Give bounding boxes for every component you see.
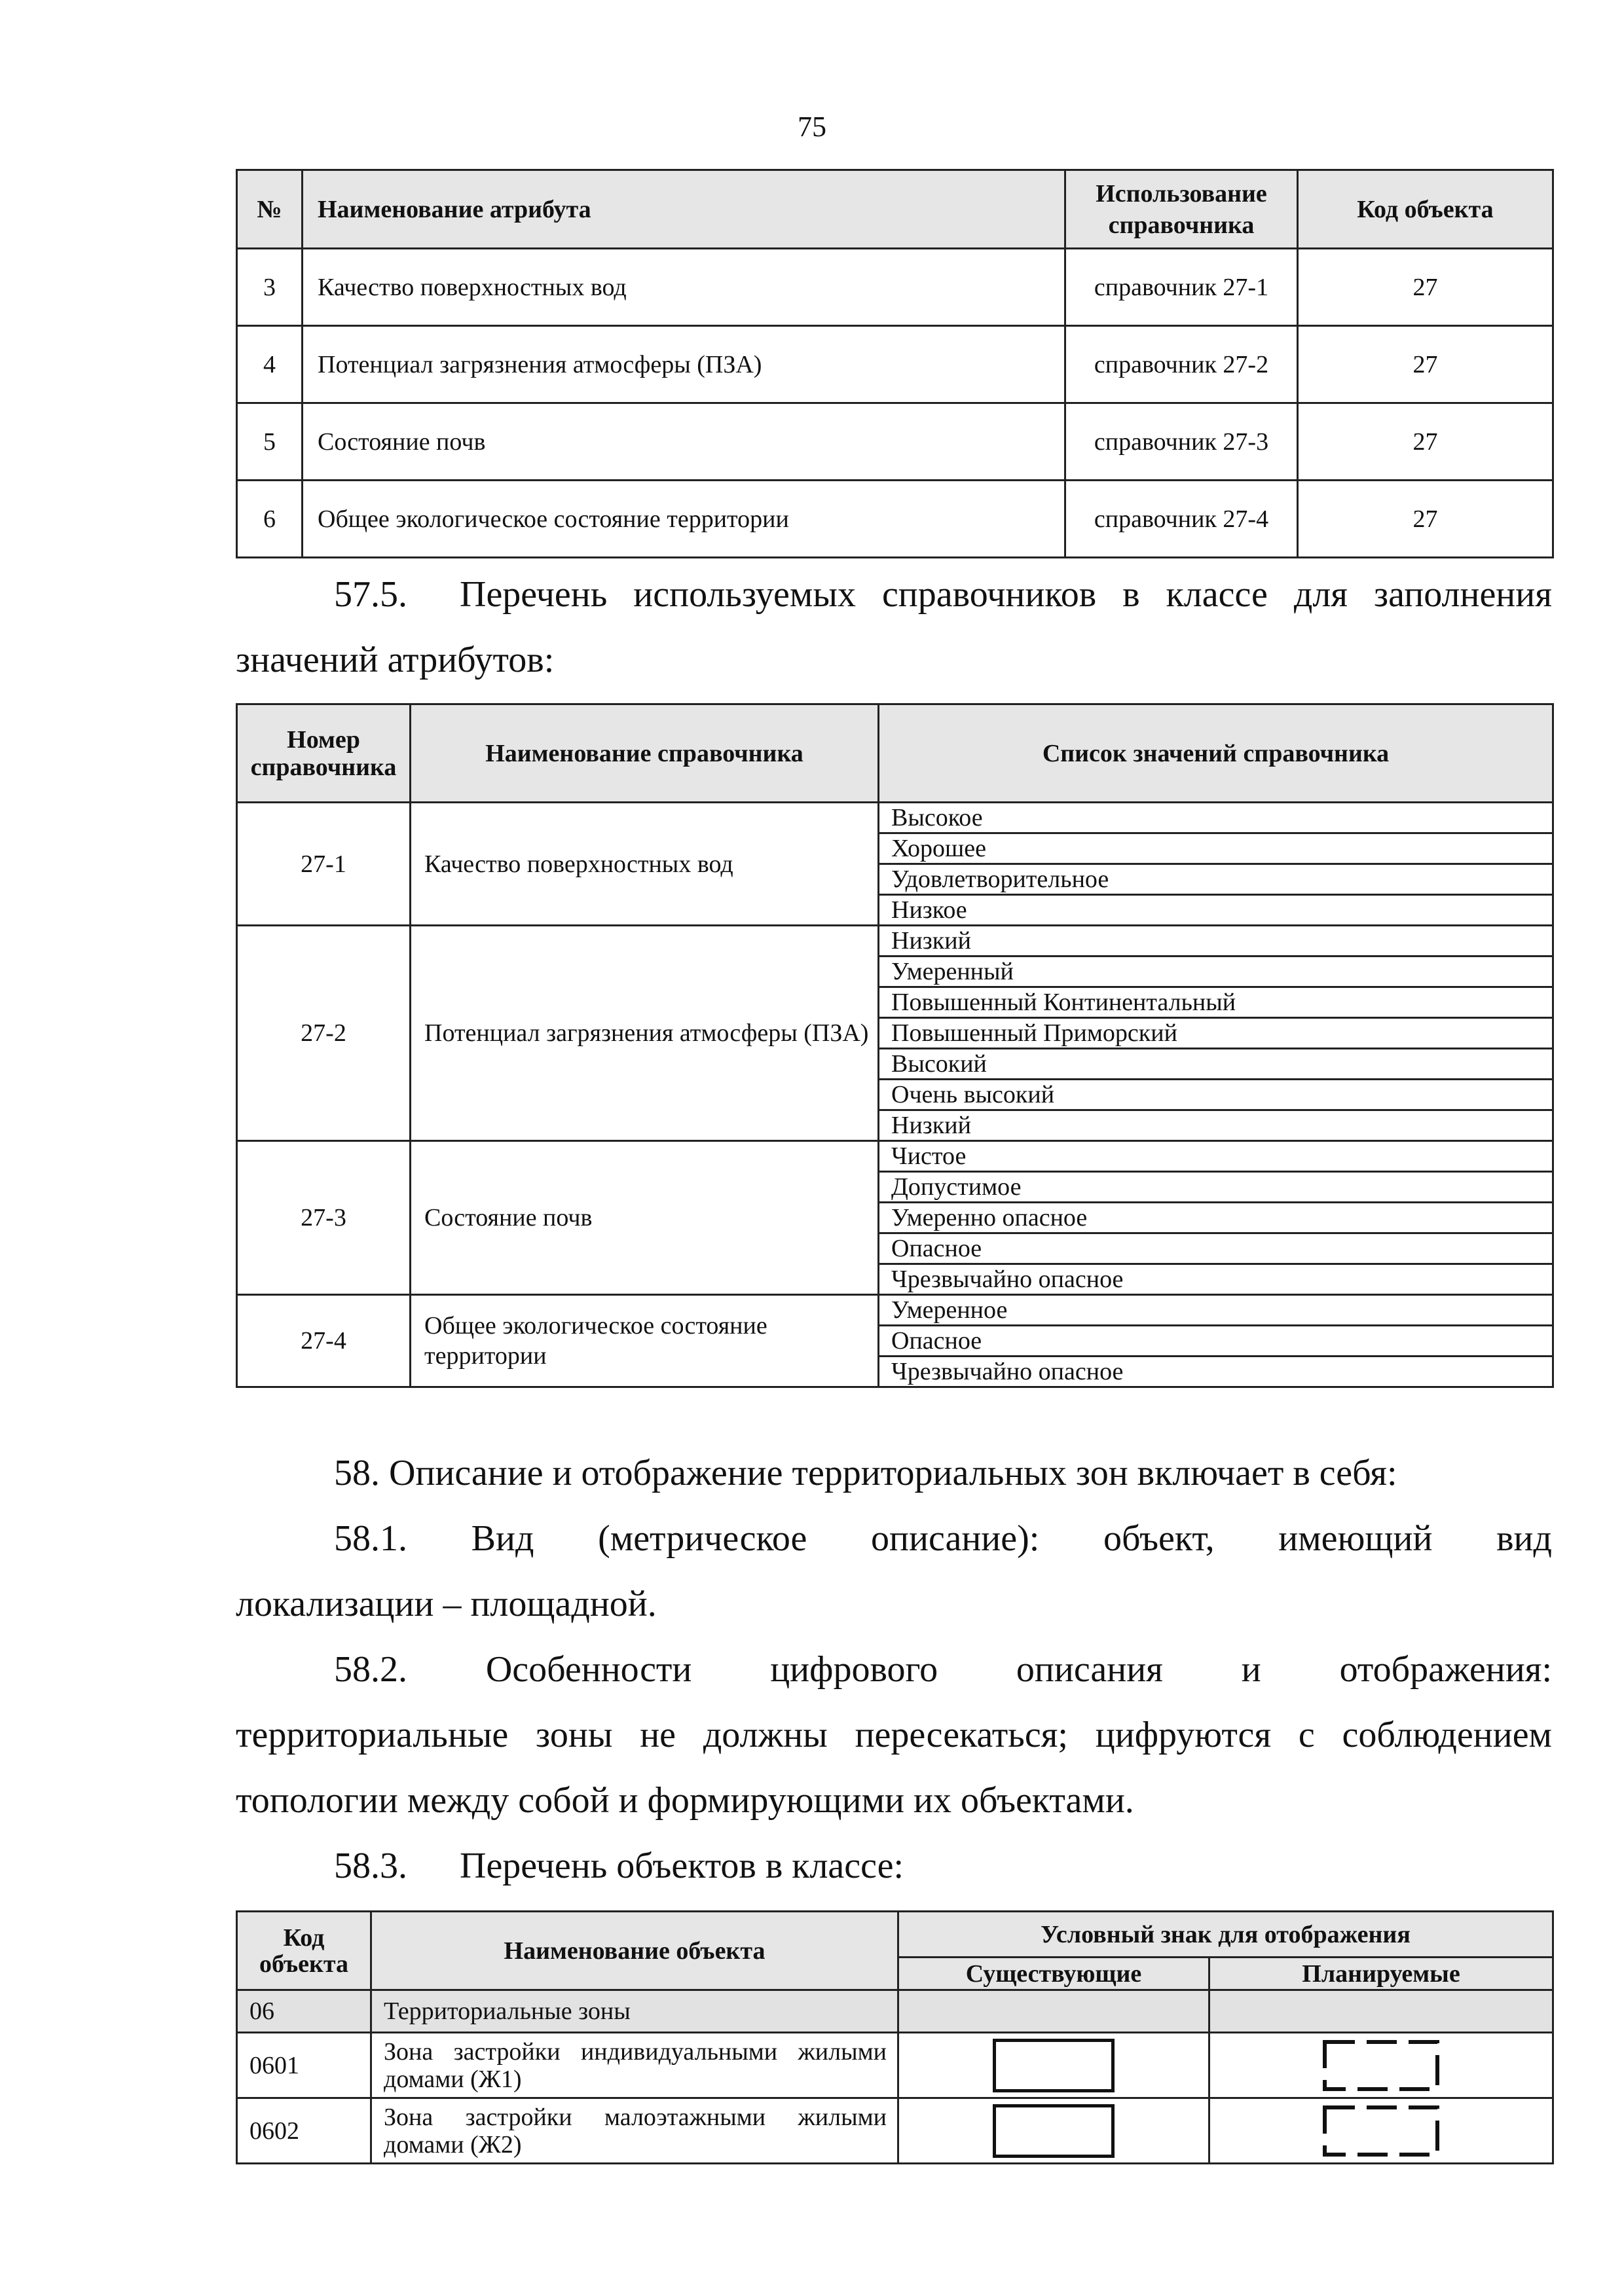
reference-value: Высокий — [879, 1049, 1553, 1080]
paragraph-58-1-line2: локализации – площадной. — [236, 1584, 657, 1624]
reference-number: 27-4 — [237, 1295, 411, 1387]
reference-value: Умеренно опасное — [879, 1203, 1553, 1233]
header-display-symbol: Условный знак для отображения — [898, 1912, 1553, 1958]
attributes-table-header — [237, 170, 1553, 249]
row-code: 27 — [1298, 249, 1553, 326]
planned-symbol-cell — [1209, 2033, 1553, 2098]
table-row — [237, 803, 1553, 833]
header-reference-values: Список значений справочника — [879, 704, 1553, 803]
table-row — [237, 403, 1553, 481]
header-existing: Существующие — [898, 1958, 1209, 1990]
table-row — [237, 326, 1553, 403]
group-name: Территориальные зоны — [371, 1990, 898, 2033]
existing-symbol-cell — [898, 2098, 1209, 2164]
reference-value: Очень высокий — [879, 1080, 1553, 1110]
paragraph-57-5-line2: значений атрибутов: — [236, 640, 555, 680]
reference-name: Потенциал загрязнения атмосферы (ПЗА) — [411, 926, 879, 1141]
table-row — [237, 481, 1553, 558]
row-name: Общее экологическое состояние территории — [303, 481, 1065, 558]
header-reference-name: Наименование справочника — [411, 704, 879, 803]
reference-value: Повышенный Континентальный — [879, 987, 1553, 1018]
reference-value: Умеренный — [879, 957, 1553, 987]
row-code: 27 — [1298, 403, 1553, 481]
paragraph-58: 58. Описание и отображение территориальных зон включает в себя: — [334, 1453, 1397, 1493]
header-object-code: Код объекта — [1298, 170, 1553, 249]
paragraph-58-3-number: 58.3. — [334, 1846, 407, 1886]
paragraph-58-2-line2: территориальные зоны не должны пересекаться; цифруются с соблюдением — [236, 1715, 1552, 1755]
dashed-rectangle-icon — [1322, 2039, 1440, 2092]
header-object-code: Код объекта — [237, 1912, 371, 1990]
row-reference: справочник 27-3 — [1065, 403, 1298, 481]
reference-number: 27-2 — [237, 926, 411, 1141]
group-empty-planned — [1209, 1990, 1553, 2033]
solid-rectangle-icon — [993, 2039, 1115, 2092]
object-code: 0602 — [237, 2098, 371, 2164]
header-attribute-name: Наименование атрибута — [303, 170, 1065, 249]
row-reference: справочник 27-4 — [1065, 481, 1298, 558]
group-empty-existing — [898, 1990, 1209, 2033]
page-number: 75 — [798, 111, 826, 143]
paragraph-58-2-line3: топологии между собой и формирующими их объектами. — [236, 1780, 1134, 1821]
planned-symbol-cell — [1209, 2098, 1553, 2164]
row-num: 5 — [237, 403, 303, 481]
solid-rectangle-icon — [993, 2104, 1115, 2158]
reference-number: 27-3 — [237, 1141, 411, 1295]
row-num: 6 — [237, 481, 303, 558]
header-object-name: Наименование объекта — [371, 1912, 898, 1990]
reference-value: Чрезвычайно опасное — [879, 1264, 1553, 1295]
object-name: Зона застройки индивидуальными жилыми домами (Ж1) — [371, 2033, 898, 2098]
reference-name: Общее экологическое состояние территории — [411, 1295, 879, 1387]
paragraph-58-1 — [236, 1506, 1552, 1637]
paragraph-58-3-text: Перечень объектов в классе: — [460, 1846, 904, 1886]
paragraph-57-5-number: 57.5. — [334, 574, 407, 615]
row-name: Качество поверхностных вод — [303, 249, 1065, 326]
reference-name: Качество поверхностных вод — [411, 803, 879, 926]
reference-value: Низкий — [879, 1110, 1553, 1141]
table-row — [237, 926, 1553, 957]
object-name: Зона застройки малоэтажными жилыми домами (Ж2) — [371, 2098, 898, 2164]
reference-value: Допустимое — [879, 1172, 1553, 1203]
reference-value: Умеренное — [879, 1295, 1553, 1326]
table-row — [237, 1990, 1553, 2033]
paragraph-57-5 — [236, 562, 1552, 693]
header-reference-usage: Использование справочника — [1065, 170, 1298, 249]
table-row — [237, 2098, 1553, 2164]
header-reference-number: Номер справочника — [237, 704, 411, 803]
reference-name: Состояние почв — [411, 1141, 879, 1295]
reference-value: Повышенный Приморский — [879, 1018, 1553, 1049]
reference-value: Чрезвычайно опасное — [879, 1357, 1553, 1387]
paragraph-58-1-line1: 58.1. Вид (метрическое описание): объект, имеющий вид — [334, 1518, 1552, 1559]
row-num: 3 — [237, 249, 303, 326]
reference-lists-table — [236, 703, 1554, 1388]
row-code: 27 — [1298, 326, 1553, 403]
reference-value: Хорошее — [879, 833, 1553, 864]
attributes-table — [236, 169, 1554, 558]
reference-value: Удовлетворительное — [879, 864, 1553, 895]
reference-value: Низкий — [879, 926, 1553, 957]
paragraph-57-5-text: Перечень используемых справочников в классе для заполнения — [460, 574, 1552, 615]
objects-table — [236, 1910, 1554, 2164]
objects-table-header-row1 — [237, 1912, 1553, 1958]
reference-value: Опасное — [879, 1233, 1553, 1264]
row-num: 4 — [237, 326, 303, 403]
header-planned: Планируемые — [1209, 1958, 1553, 1990]
table-row — [237, 249, 1553, 326]
paragraph-58-2-line1: 58.2. Особенности цифрового описания и отображения: — [334, 1649, 1552, 1690]
reference-number: 27-1 — [237, 803, 411, 926]
paragraph-58-2 — [236, 1637, 1552, 1833]
table-row — [237, 1295, 1553, 1326]
existing-symbol-cell — [898, 2033, 1209, 2098]
reference-value: Высокое — [879, 803, 1553, 833]
table-row — [237, 2033, 1553, 2098]
row-reference: справочник 27-2 — [1065, 326, 1298, 403]
reference-value: Чистое — [879, 1141, 1553, 1172]
reference-value: Опасное — [879, 1326, 1553, 1357]
dashed-rectangle-icon — [1322, 2105, 1440, 2157]
paragraph-58-3 — [334, 1833, 1552, 1899]
reference-value: Низкое — [879, 895, 1553, 926]
row-code: 27 — [1298, 481, 1553, 558]
row-name: Потенциал загрязнения атмосферы (ПЗА) — [303, 326, 1065, 403]
table-row — [237, 1141, 1553, 1172]
reference-table-header — [237, 704, 1553, 803]
row-name: Состояние почв — [303, 403, 1065, 481]
object-code: 0601 — [237, 2033, 371, 2098]
row-reference: справочник 27-1 — [1065, 249, 1298, 326]
paragraph-57-5-line1 — [236, 562, 1552, 627]
header-num: № — [237, 170, 303, 249]
group-code: 06 — [237, 1990, 371, 2033]
